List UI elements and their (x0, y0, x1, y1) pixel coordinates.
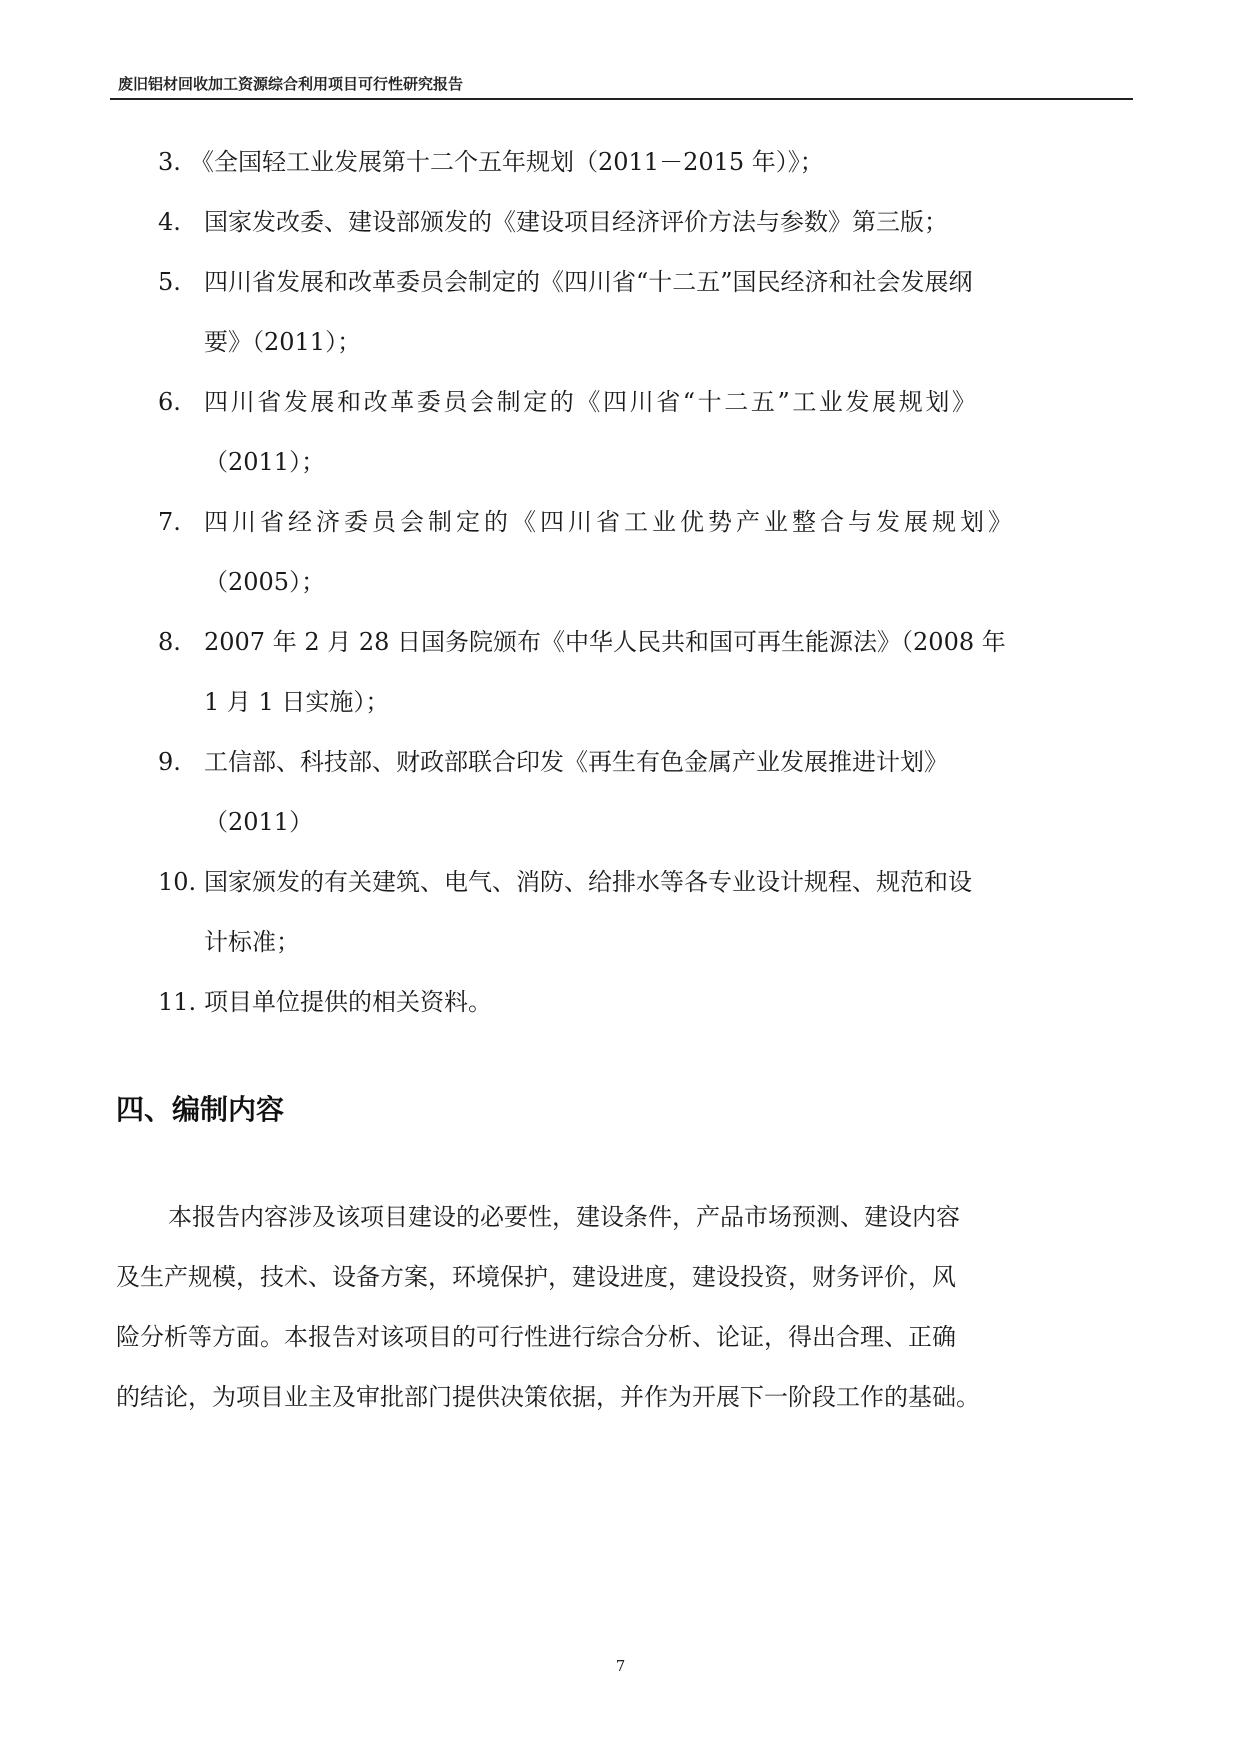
paragraph-line: 险分析等方面。本报告对该项目的可行性进行综合分析、论证，得出合理、正确 (116, 1323, 956, 1351)
reference-text: 项目单位提供的相关资料。 (204, 988, 492, 1016)
reference-number: 6. (158, 388, 181, 416)
reference-text-continued: （2005）； (204, 568, 326, 596)
reference-number: 7. (158, 508, 181, 536)
reference-text-continued: （2011）； (204, 448, 326, 476)
reference-text-continued: 计标准； (204, 928, 300, 956)
reference-number: 5. (158, 268, 181, 296)
section-heading: 四、编制内容 (116, 1093, 285, 1126)
paragraph-line: 的结论，为项目业主及审批部门提供决策依据，并作为开展下一阶段工作的基础。 (116, 1383, 980, 1411)
reference-text: 四川省经济委员会制定的《四川省工业优势产业整合与发展规划》 (204, 508, 1016, 536)
reference-text-continued: （2011） (204, 808, 314, 836)
reference-number: 3. (158, 148, 181, 176)
reference-text: 工信部、科技部、财政部联合印发《再生有色金属产业发展推进计划》 (204, 748, 948, 776)
header-title: 废旧铝材回收加工资源综合利用项目可行性研究报告 (118, 75, 464, 93)
paragraph-line: 及生产规模，技术、设备方案，环境保护，建设进度，建设投资，财务评价，风 (116, 1263, 956, 1291)
reference-text: 国家发改委、建设部颁发的《建设项目经济评价方法与参数》第三版； (204, 208, 948, 236)
paragraph-line: 本报告内容涉及该项目建设的必要性，建设条件，产品市场预测、建设内容 (168, 1203, 960, 1231)
reference-number: 8. (158, 628, 181, 656)
reference-text-continued: 1 月 1 日实施）； (204, 688, 390, 716)
reference-text: 《全国轻工业发展第十二个五年规划（2011－2015 年）》； (190, 148, 824, 176)
reference-number: 4. (158, 208, 181, 236)
reference-text: 国家颁发的有关建筑、电气、消防、给排水等各专业设计规程、规范和设 (204, 868, 972, 896)
reference-number: 11. (158, 988, 197, 1016)
reference-text-continued: 要》（2011）； (204, 328, 362, 356)
reference-text: 四川省发展和改革委员会制定的《四川省“十二五”工业发展规划》 (204, 388, 979, 416)
reference-number: 10. (158, 868, 197, 896)
reference-number: 9. (158, 748, 181, 776)
page-number: 7 (615, 1657, 626, 1675)
reference-text: 2007 年 2 月 28 日国务院颁布《中华人民共和国可再生能源法》（2008 年 (204, 628, 1006, 656)
reference-text: 四川省发展和改革委员会制定的《四川省“十二五”国民经济和社会发展纲 (204, 268, 973, 296)
